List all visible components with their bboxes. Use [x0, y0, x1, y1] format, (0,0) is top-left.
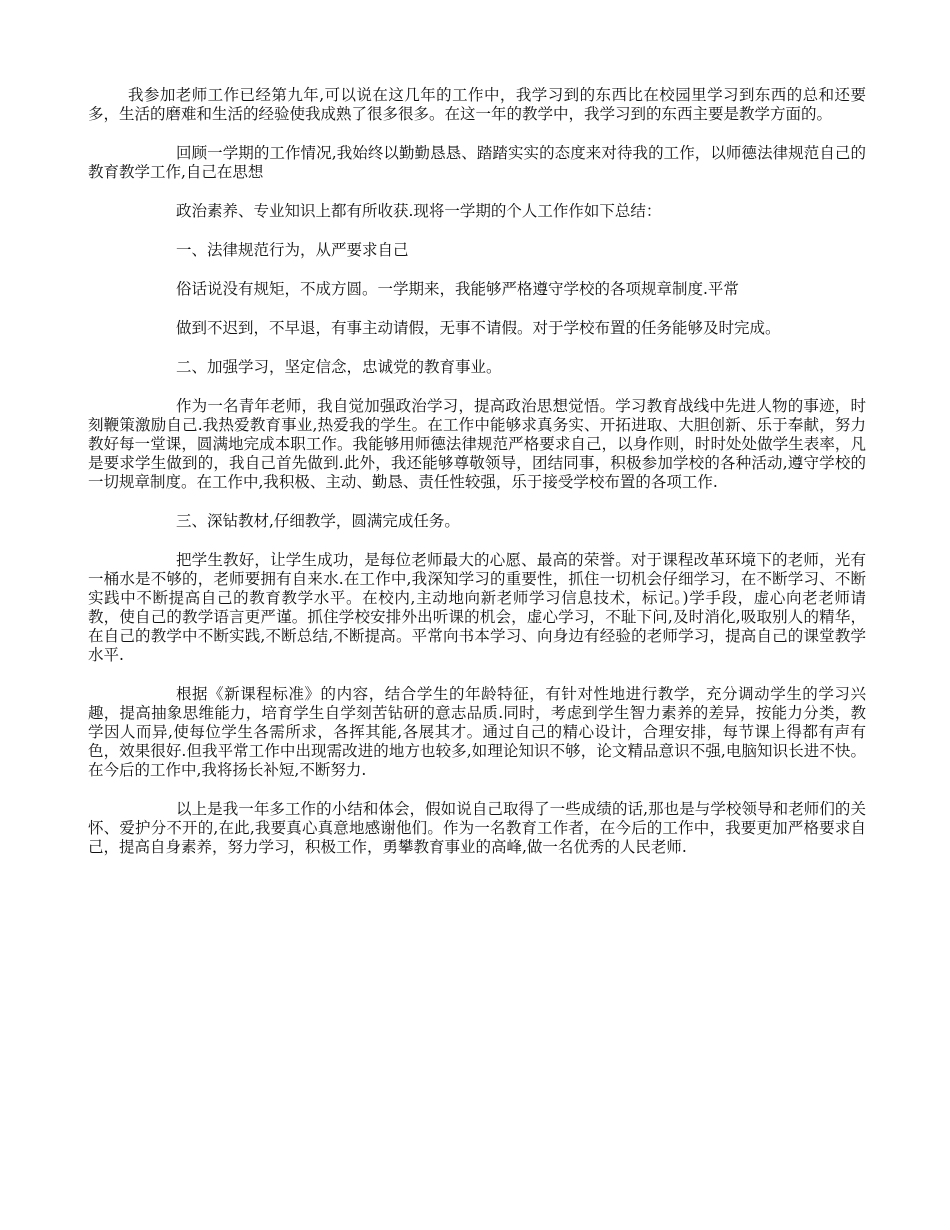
section-heading-1: 一、法律规范行为，从严要求自己 [176, 241, 409, 259]
paragraph-attendance: 做到不迟到，不早退，有事主动请假，无事不请假。对于学校布置的任务能够及时完成。 [176, 319, 781, 337]
paragraph-intro: 我参加老师工作已经第九年,可以说在这几年的工作中，我学习到的东西比在校园里学习到东西的总和还要多，生活的磨难和生活的经验使我成熟了很多很多。在这一年的教学中，我学习到的东西主要是教学方面的。 [88, 86, 866, 123]
paragraph-summary-lead: 政治素养、专业知识上都有所收获.现将一学期的个人工作作如下总结： [176, 202, 662, 220]
document-page [88, 86, 866, 857]
paragraph-teaching: 把学生教好，让学生成功，是每位老师最大的心愿、最高的荣誉。对于课程改革环境下的老师，光有一桶水是不够的，老师要拥有自来水.在工作中,我深知学习的重要性，抓住一切机会仔细学习，在不断学习、不断实践中不断提高自己的教育教学水平。在校内,主动地向新老师学习信息技术，标记。)学手段，虚心向老老师请教，使自己的教学语言更严谨。抓住学校安排外出听课的机会，虚心学习，不耻下问,及时消化,吸取别人的精华，在自己的教学中不断实践,不断总结,不断提高。平常向书本学习、向身边有经验的老师学习，提高自己的课堂教学水平. [88, 551, 866, 664]
paragraph-study: 作为一名青年老师，我自觉加强政治学习，提高政治思想觉悟。学习教育战线中先进人物的事迹，时刻鞭策激励自己.我热爱教育事业,热爱我的学生。在工作中能够求真务实、开拓进取、大胆创新、乐于奉献，努力教好每一堂课，圆满地完成本职工作。我能够用师德法律规范严格要求自己，以身作则，时时处处做学生表率，凡是要求学生做到的，我自己首先做到.此外，我还能够尊敬领导，团结同事，积极参加学校的各种活动,遵守学校的一切规章制度。在工作中,我积极、主动、勤恳、责任性较强，乐于接受学校布置的各项工作. [88, 397, 866, 491]
section-heading-2: 二、加强学习，坚定信念，忠诚党的教育事业。 [176, 358, 502, 376]
paragraph-rules: 俗话说没有规矩，不成方圆。一学期来，我能够严格遵守学校的各项规章制度.平常 [176, 280, 739, 298]
section-heading-3: 三、深钻教材,仔细教学，圆满完成任务。 [176, 512, 460, 530]
paragraph-review: 回顾一学期的工作情况,我始终以勤勤恳恳、踏踏实实的态度来对待我的工作，以师德法律规范自己的教育教学工作,自己在思想 [88, 144, 866, 181]
paragraph-curriculum: 根据《新课程标准》的内容，结合学生的年龄特征，有针对性地进行教学，充分调动学生的学习兴趣，提高抽象思维能力，培育学生自学刻苦钻研的意志品质.同时，考虑到学生智力素养的差异，按能力分类，教学因人而异,使每位学生各需所求，各挥其能,各展其才。通过自己的精心设计，合理安排，每节课上得都有声有色，效果很好.但我平常工作中出现需改进的地方也较多,如理论知识不够，论文精品意识不强,电脑知识长进不快。在今后的工作中,我将扬长补短,不断努力. [88, 685, 866, 779]
paragraph-conclusion: 以上是我一年多工作的小结和体会，假如说自己取得了一些成绩的话,那也是与学校领导和老师们的关怀、爱护分不开的,在此,我要真心真意地感谢他们。作为一名教育工作者，在今后的工作中，我要更加严格要求自己，提高自身素养，努力学习，积极工作，勇攀教育事业的高峰,做一名优秀的人民老师. [88, 800, 866, 856]
